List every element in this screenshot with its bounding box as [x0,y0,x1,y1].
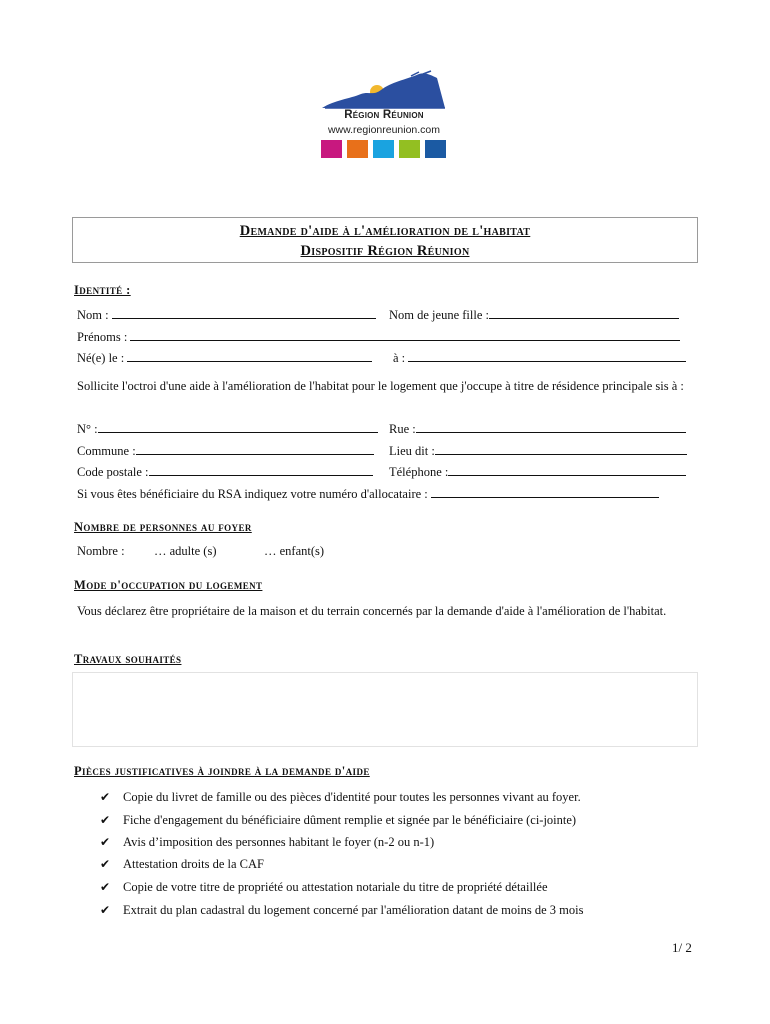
code-postal-label: Code postale : [77,465,149,479]
swatch-magenta [321,140,342,158]
nom-label: Nom : [77,308,109,322]
list-item-text: Avis d’imposition des personnes habitant le foyer (n-2 ou n-1) [123,835,435,849]
telephone-row [389,464,686,480]
list-item-text: Extrait du plan cadastral du logement concerné par l'amélioration datant de moins de 3 mois [123,903,584,917]
enfants-field[interactable]: … enfant(s) [264,544,325,558]
logo-name: Région Réunion [344,109,424,121]
numero-row [77,421,378,437]
checkmark-icon: ✔ [100,880,111,894]
ne-le-row [77,350,372,366]
numero-label: N° : [77,422,98,436]
checkmark-icon: ✔ [100,835,111,849]
ne-le-field[interactable] [127,350,372,362]
rue-field[interactable] [416,421,686,433]
list-item [100,903,583,918]
nombre-label: Nombre : [77,544,125,558]
swatch-cyan [373,140,394,158]
rsa-field[interactable] [431,486,659,498]
section-identite-heading: Identité : [74,283,131,297]
checkmark-icon: ✔ [100,790,111,804]
checkmark-icon: ✔ [100,813,111,827]
prenoms-row [77,329,680,345]
nom-jeune-fille-row [389,307,679,323]
numero-field[interactable] [98,421,378,433]
rue-label: Rue : [389,422,416,436]
lieu-naissance-row [393,350,686,366]
rue-row [389,421,686,437]
swatch-blue [425,140,446,158]
list-item-text: Copie du livret de famille ou des pièces d'identité pour toutes les personnes vivant au foyer. [123,790,581,804]
swatch-orange [347,140,368,158]
lieu-naissance-label: à : [393,351,406,365]
list-item-text: Copie de votre titre de propriété ou attestation notariale du titre de propriété détaillée [123,880,548,894]
checkmark-icon: ✔ [100,857,111,871]
prenoms-field[interactable] [130,329,680,341]
code-postal-field[interactable] [149,464,373,476]
commune-field[interactable] [136,443,374,455]
nom-jeune-fille-label: Nom de jeune fille : [389,308,489,322]
prenoms-label: Prénoms : [77,330,128,344]
list-item-text: Attestation droits de la CAF [123,857,264,871]
lieu-dit-row [389,443,687,459]
logo-url: www.regionreunion.com [327,124,441,136]
telephone-label: Téléphone : [389,465,449,479]
page-number: 1/ 2 [672,940,692,955]
commune-row [77,443,374,459]
commune-label: Commune : [77,444,136,458]
mountain-shape [322,73,445,108]
sollicite-text: Sollicite l'octroi d'une aide à l'amélioration de l'habitat pour le logement que j'occupe à titre de résidence principale sis à : [77,379,684,393]
section-personnes-heading: Nombre de personnes au foyer [74,520,252,534]
nom-jeune-fille-field[interactable] [489,307,679,319]
nom-row [77,307,376,323]
document-subtitle: Dispositif Région Réunion [300,243,470,259]
list-item [100,813,576,828]
logo-swatches [321,140,446,158]
list-item [100,880,548,895]
swatch-green [399,140,420,158]
lieu-dit-field[interactable] [435,443,687,455]
rsa-row [77,486,659,502]
section-pieces-heading: Pièces justificatives à joindre à la demande d'aide [74,764,370,778]
document-title: Demande d'aide à l'amélioration de l'habitat [239,223,531,239]
rsa-label: Si vous êtes bénéficiaire du RSA indiquez votre numéro d'allocataire : [77,487,428,501]
section-travaux-heading: Travaux souhaités [74,652,182,666]
section-occupation-heading: Mode d'occupation du logement [74,578,263,592]
occupation-text: Vous déclarez être propriétaire de la maison et du terrain concernés par la demande d'aide à l'amélioration de l'habitat. [77,604,667,618]
checkmark-icon: ✔ [100,903,111,917]
list-item [100,835,434,850]
telephone-field[interactable] [448,464,686,476]
list-item [100,857,264,872]
list-item-text: Fiche d'engagement du bénéficiaire dûment remplie et signée par le bénéficiaire (ci-jointe) [123,813,577,827]
adultes-field[interactable]: … adulte (s) [154,544,217,558]
lieu-naissance-field[interactable] [408,350,686,362]
travaux-textarea[interactable] [72,672,698,747]
code-postal-row [77,464,373,480]
ne-le-label: Né(e) le : [77,351,125,365]
lieu-dit-label: Lieu dit : [389,444,435,458]
nom-field[interactable] [112,307,376,319]
list-item [100,790,581,805]
